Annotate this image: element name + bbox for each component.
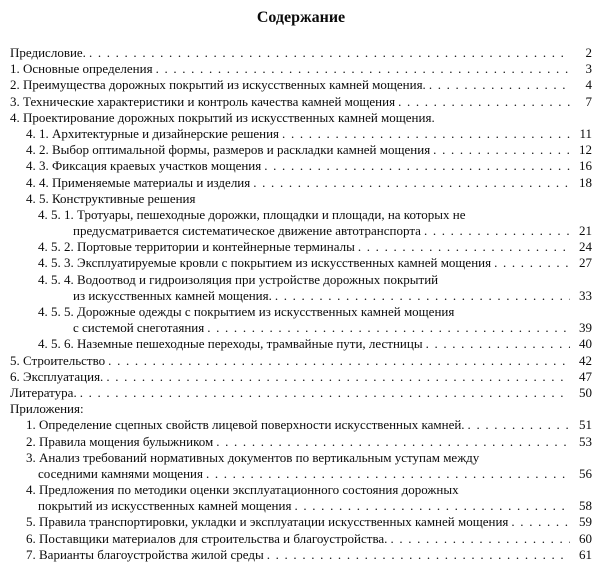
dot-leader (106, 369, 570, 385)
toc-page-number: 47 (579, 368, 592, 384)
toc-entry (10, 77, 592, 93)
dot-leader (429, 77, 570, 93)
dot-leader (275, 288, 570, 304)
dot-leader (390, 531, 570, 547)
toc-page-number: 12 (579, 142, 592, 158)
toc-entry-text: 5. Правила транспортировки, укладки и эксплуатации искусственных камней мощения (26, 514, 509, 530)
toc-entry (10, 61, 592, 77)
toc-entry-text: 5. Строительство (10, 352, 106, 368)
toc-entry-text: 1. Основные определения (10, 61, 153, 77)
toc-entry (10, 191, 592, 207)
toc-entry-text: соседними камнями мощения (38, 465, 203, 481)
toc-entry-text: 4. 3. Фиксация краевых участков мощения (26, 158, 262, 174)
toc-entry (10, 239, 592, 255)
toc-entry-text: 4. Проектирование дорожных покрытий из искусственных камней мощения. (10, 109, 435, 125)
toc-entry-text: 3. Анализ требований нормативных документов по вертикальным уступам между (26, 449, 480, 465)
toc-entry-text: 2. Правила мощения булыжником (26, 433, 214, 449)
toc-entry (10, 110, 592, 126)
toc-entry-text: 4. 2. Выбор оптимальной формы, размеров и раскладки камней мощения (26, 142, 431, 158)
toc-entry (10, 434, 592, 450)
toc-entry (10, 514, 592, 530)
toc-entry-text: предусматривается систематическое движение автотранспорта (73, 223, 421, 239)
toc-list (10, 45, 592, 563)
toc-page-number: 7 (585, 93, 592, 109)
dot-leader (267, 547, 570, 563)
toc-entry-text: 1. Определение сцепных свойств лицевой поверхности искусственных камней. (26, 417, 465, 433)
toc-page-number: 61 (579, 546, 592, 562)
toc-entry-text: 4. 1. Архитектурные и дизайнерские решения (26, 125, 280, 141)
toc-page-number: 42 (579, 352, 592, 368)
toc-page-number: 56 (579, 465, 592, 481)
toc-entry (10, 207, 592, 223)
toc-entry (10, 320, 592, 336)
toc-entry-text: 4. 5. 4. Водоотвод и гидроизоляция при устройстве дорожных покрытий (38, 271, 439, 287)
toc-entry-text: 4. 5. 1. Тротуары, пешеходные дорожки, площадки и площади, на которых не (38, 206, 466, 222)
toc-entry (10, 482, 592, 498)
dot-leader (398, 94, 570, 110)
toc-entry-text: Предисловие. (10, 45, 86, 60)
toc-page-number: 18 (579, 174, 592, 190)
toc-entry-text: 4. 5. 5. Дорожные одежды с покрытием из искусственных камней мощения (38, 304, 455, 319)
dot-leader (433, 142, 570, 158)
dot-leader (156, 61, 570, 77)
dot-leader (468, 417, 570, 433)
toc-page-number: 11 (579, 125, 592, 141)
toc-entry-text: 4. 5. 2. Портовые территории и контейнерные терминалы (38, 239, 355, 255)
toc-entry (10, 531, 592, 547)
dot-leader (264, 158, 570, 174)
toc-page-number: 2 (585, 45, 592, 60)
toc-page-number: 21 (579, 223, 592, 239)
toc-entry-text: 3. Технические характеристики и контроль качества камней мощения (10, 93, 396, 109)
toc-page-number: 59 (579, 514, 592, 530)
dot-leader (358, 239, 570, 255)
toc-entry-text: 4. 5. 3. Эксплуатируемые кровли с покрытием из искусственных камней мощения (38, 255, 492, 271)
toc-page-number: 4 (585, 77, 592, 93)
dot-leader (80, 385, 570, 401)
toc-entry-text: Приложения: (10, 401, 84, 417)
dot-leader (108, 353, 570, 369)
toc-entry (10, 417, 592, 433)
toc-entry-text: 4. 5. 6. Наземные пешеходные переходы, трамвайные пути, лестницы (38, 336, 423, 352)
toc-entry (10, 142, 592, 158)
dot-leader (426, 336, 570, 352)
dot-leader (253, 175, 570, 191)
toc-page-number: 53 (579, 433, 592, 449)
toc-entry (10, 385, 592, 401)
toc-entry (10, 369, 592, 385)
toc-entry (10, 401, 592, 417)
toc-entry (10, 45, 592, 61)
dot-leader (494, 255, 570, 271)
toc-page-number: 16 (579, 158, 592, 174)
toc-entry-text: 4. 5. Конструктивные решения (26, 190, 196, 206)
toc-entry-text: покрытий из искусственных камней мощения (38, 498, 292, 514)
toc-entry-text: Литература. (10, 384, 77, 400)
toc-page-number: 58 (579, 498, 592, 514)
dot-leader (424, 223, 570, 239)
toc-entry-text: 4. 4. Применяемые материалы и изделия (26, 174, 251, 190)
toc-entry (10, 158, 592, 174)
toc-page-number: 51 (579, 417, 592, 433)
toc-entry-text: с системой снеготаяния (73, 320, 205, 336)
toc-entry-text: 4. Предложения по методики оценки эксплуатационного состояния дорожных (26, 482, 459, 498)
toc-entry (10, 466, 592, 482)
toc-page-number: 33 (579, 287, 592, 303)
toc-entry (10, 223, 592, 239)
toc-entry (10, 336, 592, 352)
toc-entry (10, 304, 592, 320)
toc-entry-text: 2. Преимущества дорожных покрытий из искусственных камней мощения. (10, 77, 426, 93)
toc-entry (10, 498, 592, 514)
toc-entry (10, 94, 592, 110)
toc-entry (10, 353, 592, 369)
dot-leader (282, 126, 570, 142)
toc-entry-text: 6. Поставщики материалов для строительства и благоустройства. (26, 530, 388, 546)
toc-entry (10, 288, 592, 304)
toc-entry (10, 450, 592, 466)
toc-entry (10, 255, 592, 271)
toc-page-number: 3 (585, 61, 592, 77)
page-title: Содержание (256, 9, 346, 26)
toc-entry (10, 547, 592, 563)
toc-page-number: 40 (579, 336, 592, 352)
dot-leader (206, 466, 570, 482)
toc-entry (10, 272, 592, 288)
toc-page-number: 27 (579, 255, 592, 271)
toc-entry-text: 7. Варианты благоустройства жилой среды (26, 546, 264, 562)
toc-page-number: 60 (579, 530, 592, 546)
toc-page-number: 24 (579, 239, 592, 255)
dot-leader (511, 514, 570, 530)
toc-entry (10, 175, 592, 191)
dot-leader (294, 498, 570, 514)
toc-entry (10, 126, 592, 142)
dot-leader (207, 320, 570, 336)
toc-entry-text: из искусственных камней мощения. (73, 287, 272, 303)
toc-page-number: 39 (579, 320, 592, 336)
toc-page-number: 50 (579, 384, 592, 400)
toc-entry-text: 6. Эксплуатация. (10, 368, 104, 384)
dot-leader (216, 434, 570, 450)
dot-leader (89, 45, 570, 61)
